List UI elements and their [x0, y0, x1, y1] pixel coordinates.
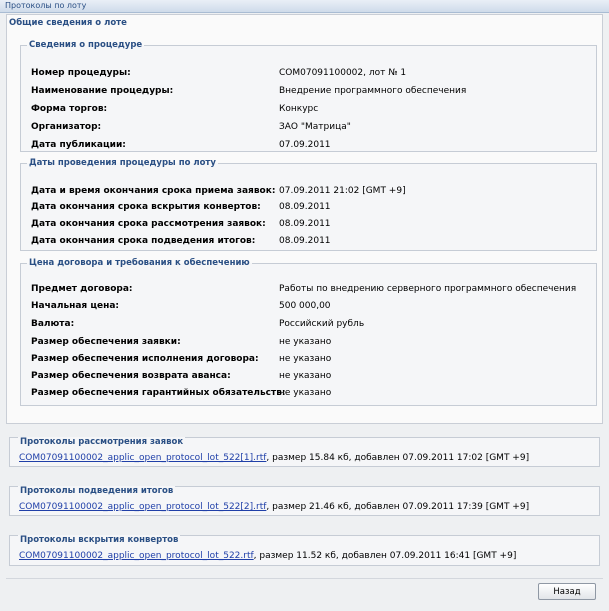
summary-protocol-entry	[19, 502, 529, 512]
currency-value: Российский рубль	[279, 319, 365, 329]
price-legend: Цена договора и требования к обеспечению	[29, 258, 250, 268]
procedure-name-label: Наименование процедуры:	[31, 86, 174, 96]
advance-guarantee-label: Размер обеспечения возврата аванса:	[31, 371, 231, 381]
price-group	[20, 258, 597, 406]
trade-form-value: Конкурс	[279, 104, 319, 114]
opening-protocols-panel	[9, 535, 600, 566]
applications-deadline-label: Дата и время окончания срока приема заявок:	[31, 186, 276, 196]
review-protocol-entry	[19, 453, 529, 463]
opening-protocol-file-link[interactable]: COM07091100002_applic_open_protocol_lot_522.rtf	[19, 551, 254, 561]
initial-price-value: 500 000,00	[279, 301, 331, 311]
organizer-label: Организатор:	[31, 122, 102, 132]
currency-label: Валюта:	[31, 319, 75, 329]
lot-info-legend: Общие сведения о лоте	[9, 18, 127, 28]
warranty-guarantee-label: Размер обеспечения гарантийных обязательств:	[31, 388, 286, 398]
review-protocols-title: Протоколы рассмотрения заявок	[20, 437, 184, 447]
envelopes-opening-date-label: Дата окончания срока вскрытия конвертов:	[31, 202, 261, 212]
contract-subject-value: Работы по внедрению серверного программного обеспечения	[279, 284, 577, 294]
opening-protocols-title: Протоколы вскрытия конвертов	[20, 535, 179, 545]
procedure-number-label: Номер процедуры:	[31, 68, 131, 78]
trade-form-label: Форма торгов:	[31, 104, 108, 114]
window-title-bar	[0, 0, 609, 13]
procedure-info-legend: Сведения о процедуре	[29, 40, 143, 50]
summary-date-label: Дата окончания срока подведения итогов:	[31, 236, 256, 246]
back-button[interactable]: Назад	[538, 583, 596, 600]
contract-guarantee-label: Размер обеспечения исполнения договора:	[31, 354, 259, 364]
applications-deadline-value: 07.09.2011 21:02 [GMT +9]	[279, 186, 406, 196]
publication-date-label: Дата публикации:	[31, 140, 126, 150]
organizer-value: ЗАО "Матрица"	[279, 122, 351, 132]
opening-protocol-file-info: , размер 11.52 кб, добавлен 07.09.2011 16:41 [GMT +9]	[253, 551, 517, 561]
review-date-value: 08.09.2011	[279, 219, 331, 229]
warranty-guarantee-value: не указано	[279, 388, 332, 398]
application-guarantee-label: Размер обеспечения заявки:	[31, 337, 181, 347]
summary-protocols-title: Протоколы подведения итогов	[20, 486, 174, 496]
review-date-label: Дата окончания срока рассмотрения заявок:	[31, 219, 266, 229]
summary-protocols-panel	[9, 486, 600, 516]
review-protocol-file-info: , размер 15.84 кб, добавлен 07.09.2011 17:02 [GMT +9]	[266, 453, 530, 463]
initial-price-label: Начальная цена:	[31, 301, 120, 311]
review-protocols-panel	[9, 437, 600, 467]
publication-date-value: 07.09.2011	[279, 140, 331, 150]
review-protocol-file-link[interactable]: COM07091100002_applic_open_protocol_lot_522[1].rtf	[19, 453, 267, 463]
dates-legend: Даты проведения процедуры по лоту	[29, 158, 216, 168]
contract-guarantee-value: не указано	[279, 354, 332, 364]
footer-bar	[6, 578, 603, 609]
contract-subject-label: Предмет договора:	[31, 284, 133, 294]
window-title: Протоколы по лоту	[5, 1, 87, 10]
summary-protocol-file-link[interactable]: COM07091100002_applic_open_protocol_lot_522[2].rtf	[19, 502, 267, 512]
opening-protocol-entry	[19, 551, 516, 561]
dates-group	[20, 158, 597, 251]
advance-guarantee-value: не указано	[279, 371, 332, 381]
summary-date-value: 08.09.2011	[279, 236, 331, 246]
procedure-name-value: Внедрение программного обеспечения	[279, 86, 467, 96]
summary-protocol-file-info: , размер 21.46 кб, добавлен 07.09.2011 17:39 [GMT +9]	[266, 502, 530, 512]
envelopes-opening-date-value: 08.09.2011	[279, 202, 331, 212]
procedure-number-value: COM07091100002, лот № 1	[279, 68, 407, 78]
procedure-info-group	[20, 40, 597, 152]
application-guarantee-value: не указано	[279, 337, 332, 347]
